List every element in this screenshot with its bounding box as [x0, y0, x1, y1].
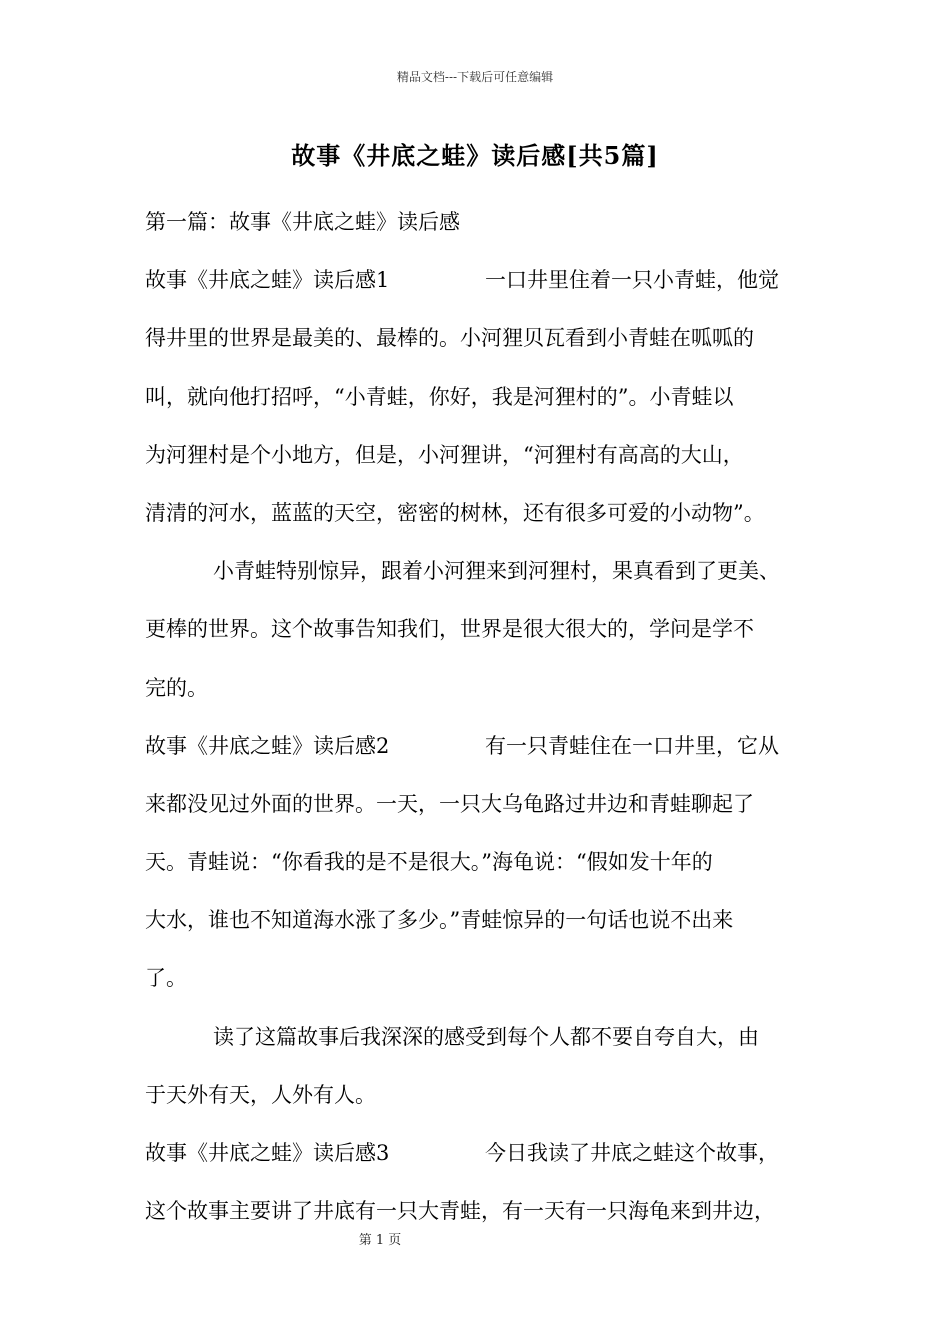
- paragraph-line: 叫，就向他打招呼，“小青蛙，你好，我是河狸村的”。小青蛙以: [145, 384, 734, 409]
- paragraph-line: 更棒的世界。这个故事告知我们，世界是很大很大的，学问是学不: [145, 617, 754, 642]
- document-title: 故事《井底之蛙》读后感[共5篇]: [291, 141, 659, 170]
- paragraph-line: 大水，谁也不知道海水涨了多少。”青蛙惊异的一句话也说不出来: [145, 908, 734, 933]
- paragraph-line: 得井里的世界是最美的、最棒的。小河狸贝瓦看到小青蛙在呱呱的: [145, 326, 754, 351]
- essay-3-first-line: [145, 1136, 813, 1194]
- paragraph-line: 小青蛙特别惊异，跟着小河狸来到河狸村，果真看到了更美、: [213, 559, 780, 584]
- section-heading: 第一篇：故事《井底之蛙》读后感: [145, 210, 460, 234]
- paragraph-line: 天。青蛙说：“你看我的是不是很大。”海龟说：“假如发十年的: [145, 850, 713, 875]
- page-number: 第 1 页: [358, 1233, 402, 1248]
- paragraph-line: 清清的河水，蓝蓝的天空，密密的树林，还有很多可爱的小动物”。: [145, 500, 765, 525]
- paragraph-line: 一口井里住着一只小青蛙，他觉: [485, 268, 779, 293]
- paragraph-line: 有一只青蛙住在一口井里，它从: [485, 733, 779, 758]
- paragraph-line: 来都没见过外面的世界。一天，一只大乌龟路过井边和青蛙聊起了: [145, 791, 754, 816]
- paragraph-line: 了。: [145, 966, 187, 991]
- document-body: [145, 205, 813, 1252]
- essay-2-first-line: [145, 729, 813, 787]
- essay-2-label: 故事《井底之蛙》读后感2: [145, 733, 390, 758]
- paragraph-line: 为河狸村是个小地方，但是，小河狸讲，“河狸村有高高的大山，: [145, 442, 744, 467]
- paragraph-line: 这个故事主要讲了井底有一只大青蛙，有一天有一只海龟来到井边，: [145, 1199, 775, 1224]
- essay-3-label: 故事《井底之蛙》读后感3: [145, 1141, 390, 1165]
- page-header: 精品文档---下载后可任意编辑: [396, 70, 554, 84]
- paragraph-line: 今日我读了井底之蛙这个故事，: [485, 1141, 779, 1165]
- essay-1-first-line: [145, 263, 813, 321]
- paragraph-line: 读了这篇故事后我深深的感受到每个人都不要自夸自大，由: [213, 1024, 759, 1049]
- paragraph-line: 于天外有天，人外有人。: [145, 1082, 376, 1107]
- essay-1-label: 故事《井底之蛙》读后感1: [145, 268, 390, 293]
- paragraph-line: 完的。: [145, 675, 208, 700]
